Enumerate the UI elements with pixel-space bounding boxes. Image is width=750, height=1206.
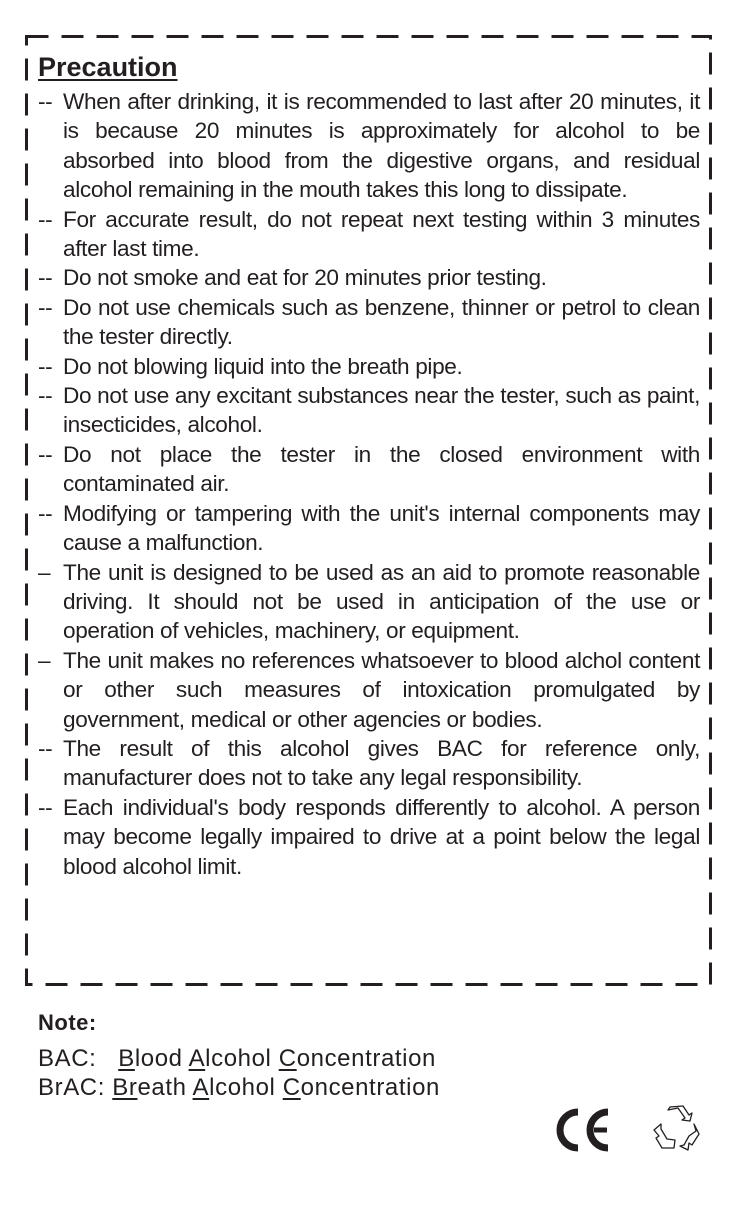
definition-text: oncentration <box>296 1045 436 1072</box>
precaution-item <box>38 205 700 264</box>
bac-definition <box>38 1045 436 1073</box>
definition-text: lcohol <box>209 1074 283 1101</box>
brac-term: BrAC: <box>38 1074 113 1101</box>
definition-text: eath <box>137 1074 193 1101</box>
list-marker: -- <box>38 294 53 320</box>
definition-text: oncentration <box>300 1074 440 1101</box>
note-label: Note: <box>38 1010 97 1035</box>
precaution-item <box>38 734 700 793</box>
precaution-item <box>38 558 700 646</box>
precaution-item <box>38 793 700 881</box>
underlined-letter: C <box>278 1045 297 1072</box>
precaution-text: Do not blowing liquid into the breath pipe. <box>63 353 463 379</box>
list-marker: -- <box>38 89 53 114</box>
precaution-text: Do not use any excitant substances near the tester, such as paint, insecticides, alcohol. <box>63 383 700 438</box>
precaution-text: For accurate result, do not repeat next testing within 3 minutes after last time. <box>63 206 700 262</box>
underlined-letter: A <box>188 1045 206 1072</box>
underlined-letter: A <box>192 1074 210 1101</box>
list-marker: -- <box>38 206 53 232</box>
precaution-text: Modifying or tampering with the unit's internal components may cause a malfunction. <box>63 500 700 556</box>
precaution-text: Do not place the tester in the closed environment with contaminated air. <box>63 441 700 497</box>
underlined-letter: Br <box>112 1074 138 1101</box>
precaution-item <box>38 499 700 558</box>
precaution-item <box>38 263 700 292</box>
definition-text: lood <box>134 1045 189 1072</box>
precaution-title: Precaution <box>38 52 178 82</box>
precaution-list <box>38 87 700 881</box>
underlined-letter: B <box>118 1045 135 1072</box>
bac-term: BAC: <box>38 1045 119 1072</box>
precaution-text: The unit is designed to be used as an aid to promote reasonable driving. It should not be used in anticipation of the use or operation of vehicles, machinery, or equipment. <box>63 559 700 644</box>
definition-text: lcohol <box>205 1045 279 1072</box>
list-marker: -- <box>38 383 53 409</box>
recycle-icon <box>652 1104 702 1152</box>
precaution-item <box>38 440 700 499</box>
precaution-item <box>38 381 700 440</box>
precaution-item <box>38 646 700 734</box>
brac-definition <box>38 1074 440 1102</box>
list-marker: -- <box>38 265 53 291</box>
list-marker: -- <box>38 794 53 820</box>
precaution-text: Each individual's body responds differently to alcohol. A person may become legally impaired to drive at a point below the legal blood alcohol limit. <box>63 794 700 879</box>
list-marker: – <box>38 647 51 673</box>
list-marker: -- <box>38 441 53 467</box>
precaution-item <box>38 293 700 352</box>
underlined-letter: C <box>282 1074 301 1101</box>
precaution-item <box>38 352 700 381</box>
precaution-text: Do not smoke and eat for 20 minutes prior testing. <box>63 265 547 291</box>
precaution-text: The unit makes no references whatsoever to blood alchol content or other such measures of intoxication promulgated by government, medical or other agencies or bodies. <box>63 647 700 732</box>
list-marker: -- <box>38 353 53 379</box>
list-marker: -- <box>38 500 53 526</box>
precaution-item <box>38 87 700 205</box>
ce-mark-icon <box>554 1108 612 1152</box>
precaution-text: When after drinking, it is recommended to last after 20 minutes, it is because 20 minutes is approximately for alcohol to be absorbed into blood from the digestive organs, and residual alcohol remaining in the mouth takes this long to dissipate. <box>63 89 700 203</box>
precaution-text: The result of this alcohol gives BAC for reference only, manufacturer does not to take any legal responsibility. <box>63 735 700 791</box>
list-marker: – <box>38 559 51 585</box>
list-marker: -- <box>38 735 53 761</box>
precaution-text: Do not use chemicals such as benzene, thinner or petrol to clean the tester directly. <box>63 294 700 350</box>
